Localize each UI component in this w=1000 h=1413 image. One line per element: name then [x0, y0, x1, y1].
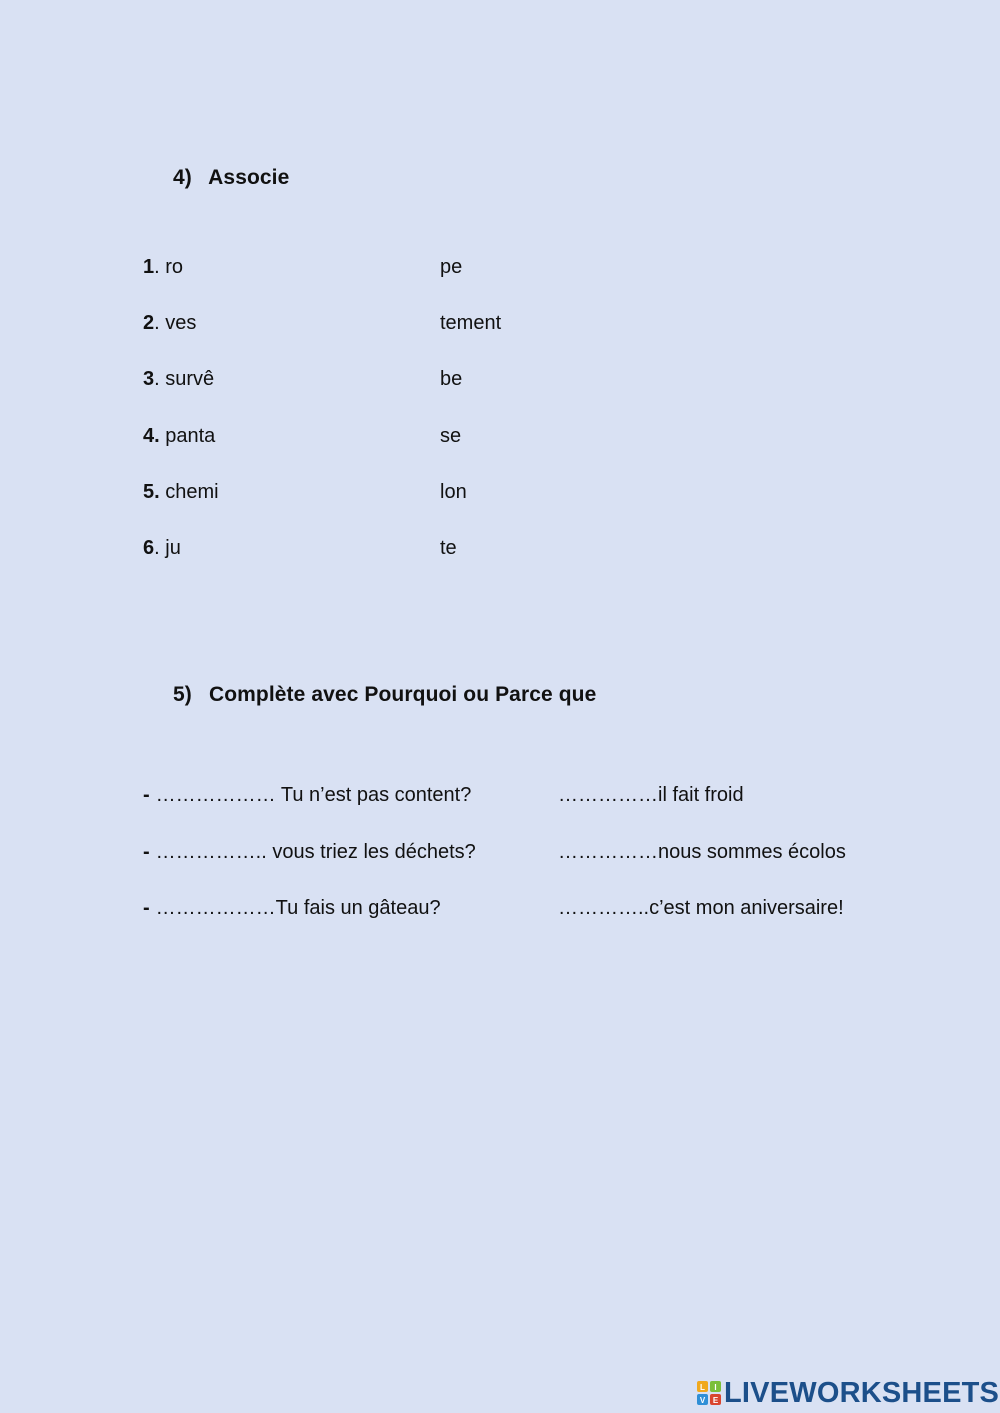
item-word: survê: [165, 368, 215, 390]
item-sep: .: [154, 537, 166, 559]
left-item-1: [143, 256, 183, 279]
left-item-3: [143, 368, 214, 391]
item-number: 5.: [143, 481, 160, 503]
svg-text:V: V: [699, 1396, 706, 1405]
question-text: ………………Tu fais un gâteau?: [155, 897, 441, 919]
answer-3: …………..c’est mon aniversaire!: [558, 897, 844, 919]
item-word: panta: [165, 425, 216, 447]
svg-text:I: I: [714, 1383, 717, 1392]
bullet-dash: -: [143, 897, 150, 919]
svg-text:E: E: [712, 1396, 719, 1405]
item-number: 2: [143, 312, 155, 334]
left-item-6: [143, 537, 181, 560]
question-3: [143, 897, 441, 920]
logo-text: LIVEWORKSHEETS: [724, 1376, 1000, 1409]
section-4-title: Associe: [208, 166, 290, 189]
question-2: [143, 841, 476, 864]
right-item-5: lon: [440, 481, 467, 503]
section-4-number: 4): [173, 166, 192, 189]
liveworksheets-logo-icon: [697, 1381, 721, 1405]
section-5-heading: [173, 683, 596, 707]
left-item-5: [143, 481, 219, 504]
right-item-1: pe: [440, 256, 463, 278]
answer-2: ……………nous sommes écolos: [558, 841, 846, 863]
item-number: 1: [143, 256, 155, 278]
right-item-4: se: [440, 425, 462, 447]
item-sep: .: [154, 368, 166, 390]
question-1: [143, 784, 471, 807]
right-item-3: be: [440, 368, 463, 390]
section-5-number: 5): [173, 683, 192, 706]
left-item-2: [143, 312, 196, 335]
item-sep: .: [154, 256, 166, 278]
svg-text:L: L: [700, 1383, 705, 1392]
question-text: …………….. vous triez les déchets?: [155, 841, 476, 863]
section-5-title: Complète avec Pourquoi ou Parce que: [208, 683, 597, 706]
bullet-dash: -: [143, 841, 150, 863]
item-number: 4.: [143, 425, 160, 447]
item-word: ju: [165, 537, 181, 559]
right-item-6: te: [440, 537, 457, 559]
right-item-2: tement: [440, 312, 502, 334]
item-word: ves: [165, 312, 197, 334]
item-word: chemi: [165, 481, 219, 503]
item-number: 3: [143, 368, 155, 390]
answer-1: ……………il fait froid: [558, 784, 744, 806]
liveworksheets-logo: [697, 1377, 999, 1409]
question-text: ……………… Tu n’est pas content?: [155, 784, 472, 806]
item-sep: .: [154, 312, 166, 334]
item-number: 6: [143, 537, 155, 559]
bullet-dash: -: [143, 784, 150, 806]
section-4-heading: [173, 166, 289, 190]
item-word: ro: [165, 256, 184, 278]
left-item-4: [143, 425, 215, 448]
